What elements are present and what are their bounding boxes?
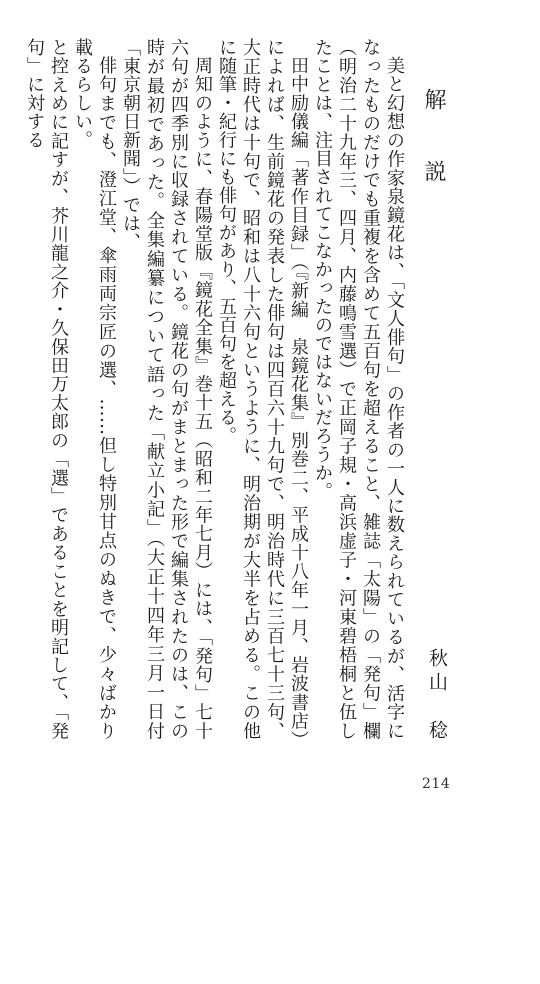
author-name: 秋山 稔 [426,648,448,744]
paragraph-2: 田中励儀編「著作目録」（『新編 泉鏡花集』別巻二、平成十八年一月、岩波書店）によれば、生前鏡花の発表した俳句は四百六十九句で、明治時代に三百七十三句、大正時代は十句で、昭和は八十六句というように、明治期が大半を占める。この他に随筆・紀行にも俳句があり、五百句を超える。 [216,38,309,740]
paragraph-4-quotation: 俳句までも、澄江堂、傘雨両宗匠の選、……但し特別甘点のぬきで、少々ばかり載るらしい。 [72,38,117,740]
paragraph-3: 周知のように、春陽堂版『鏡花全集』巻十五（昭和二年七月）には、「発句」七十六句が四季別に収録されている。鏡花の句がまとまった形で編集されたのは、この時が最初であった。全集編纂について語った「献立小記」（大正十四年三月一日付「東京朝日新聞」）では、 [120,38,213,741]
commentary-body [24,38,406,741]
page-number: 214 [422,776,451,792]
section-title: 解 説 [421,88,446,196]
paragraph-1: 美と幻想の作家泉鏡花は、「文人俳句」の作者の一人に数えられているが、活字になったものだけでも重複を含めて五百句を超えること、雑誌「太陽」の「発句」欄（明治二十九年三、四月、内藤鳴雪選）で正岡子規・高浜虚子・河東碧梧桐と伍したことは、注目されてこなかったのではないだろうか。 [312,38,405,740]
paragraph-5: と控えめに記すが、芥川龍之介・久保田万太郎の「選」であることを明記して、「発句」に対する [24,38,69,740]
